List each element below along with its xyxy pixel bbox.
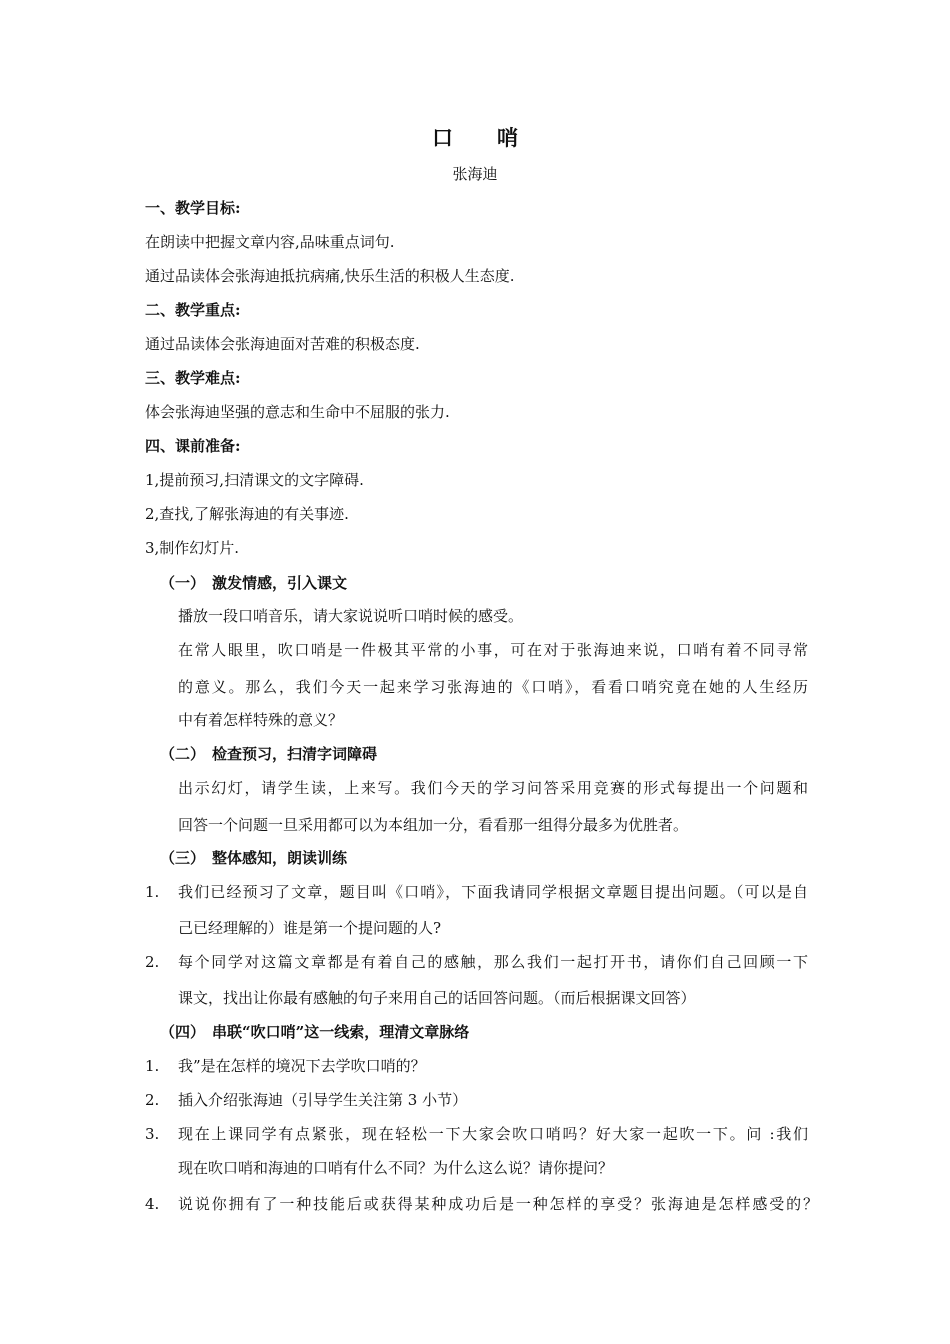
list-item-continuation: 己已经理解的）谁是第一个提问题的人? [178, 919, 442, 937]
paragraph: 出示幻灯，请学生读，上来写。我们今天的学习问答采用竞赛的形式每提出一个问题和 [178, 779, 808, 797]
section-heading-goals: 一、教学目标: [145, 199, 241, 217]
list-item-number: 3. [145, 1125, 160, 1143]
list-item: 每个同学对这篇文章都是有着自己的感触，那么我们一起打开书，请你们自己回顾一下 [178, 953, 808, 971]
list-item-number: 2. [145, 1091, 160, 1109]
subsection-number: （一） [160, 574, 206, 592]
subsection-title: 激发情感，引入课文 [212, 574, 348, 592]
subsection-heading [160, 848, 347, 868]
list-item-number: 1. [145, 883, 160, 901]
list-item: 说说你拥有了一种技能后或获得某种成功后是一种怎样的享受？张海迪是怎样感受的？ [178, 1195, 818, 1213]
list-item: 现在上课同学有点紧张，现在轻松一下大家会吹口哨吗？好大家一起吹一下。问 :我们 [178, 1125, 808, 1143]
list-item: 插入介绍张海迪（引导学生关注第 3 小节） [178, 1091, 468, 1109]
list-item-number: 2. [145, 953, 160, 971]
paragraph: 3,制作幻灯片. [145, 539, 240, 557]
paragraph: 播放一段口哨音乐，请大家说说听口哨时候的感受。 [178, 607, 524, 625]
subsection-title: 串联“吹口哨”这一线索，理清文章脉络 [212, 1023, 470, 1041]
list-item: 我”是在怎样的境况下去学吹口哨的？ [178, 1057, 426, 1075]
subsection-heading [160, 744, 377, 764]
subsection-title: 整体感知，朗读训练 [212, 849, 348, 867]
section-heading-focus: 二、教学重点: [145, 301, 241, 319]
subsection-heading [160, 1022, 469, 1042]
subsection-number: （四） [160, 1023, 206, 1041]
paragraph: 通过品读体会张海迪面对苦难的积极态度. [145, 335, 420, 353]
doc-title: 口哨 [432, 125, 562, 150]
list-item: 我们已经预习了文章，题目叫《口哨》，下面我请同学根据文章题目提出问题。（可以是自 [178, 883, 808, 901]
paragraph: 在朗读中把握文章内容,品味重点词句. [145, 233, 395, 251]
subsection-title: 检查预习，扫清字词障碍 [212, 745, 378, 763]
list-item-continuation: 课文，找出让你最有感触的句子来用自己的话回答问题。（而后根据课文回答） [178, 989, 696, 1007]
paragraph: 通过品读体会张海迪抵抗病痛,快乐生活的积极人生态度. [145, 267, 515, 285]
list-item-number: 4. [145, 1195, 160, 1213]
list-item-continuation: 现在吹口哨和海迪的口哨有什么不同？为什么这么说？请你提问？ [178, 1159, 614, 1177]
section-heading-difficulty: 三、教学难点: [145, 369, 241, 387]
subsection-heading [160, 573, 347, 593]
subsection-number: （三） [160, 849, 206, 867]
section-heading-preparation: 四、课前准备: [145, 437, 241, 455]
doc-author: 张海迪 [452, 165, 498, 183]
paragraph: 在常人眼里，吹口哨是一件极其平常的小事，可在对于张海迪来说，口哨有着不同寻常 [178, 641, 808, 659]
paragraph: 2,查找,了解张海迪的有关事迹. [145, 505, 349, 523]
paragraph: 体会张海迪坚强的意志和生命中不屈服的张力. [145, 403, 450, 421]
list-item-number: 1. [145, 1057, 160, 1075]
subsection-number: （二） [160, 745, 206, 763]
paragraph: 的意义。那么，我们今天一起来学习张海迪的《口哨》，看看口哨究竟在她的人生经历 [178, 678, 808, 696]
paragraph: 1,提前预习,扫清课文的文字障碍. [145, 471, 364, 489]
paragraph: 回答一个问题一旦采用都可以为本组加一分，看看那一组得分最多为优胜者。 [178, 816, 689, 834]
paragraph: 中有着怎样特殊的意义？ [178, 711, 344, 729]
